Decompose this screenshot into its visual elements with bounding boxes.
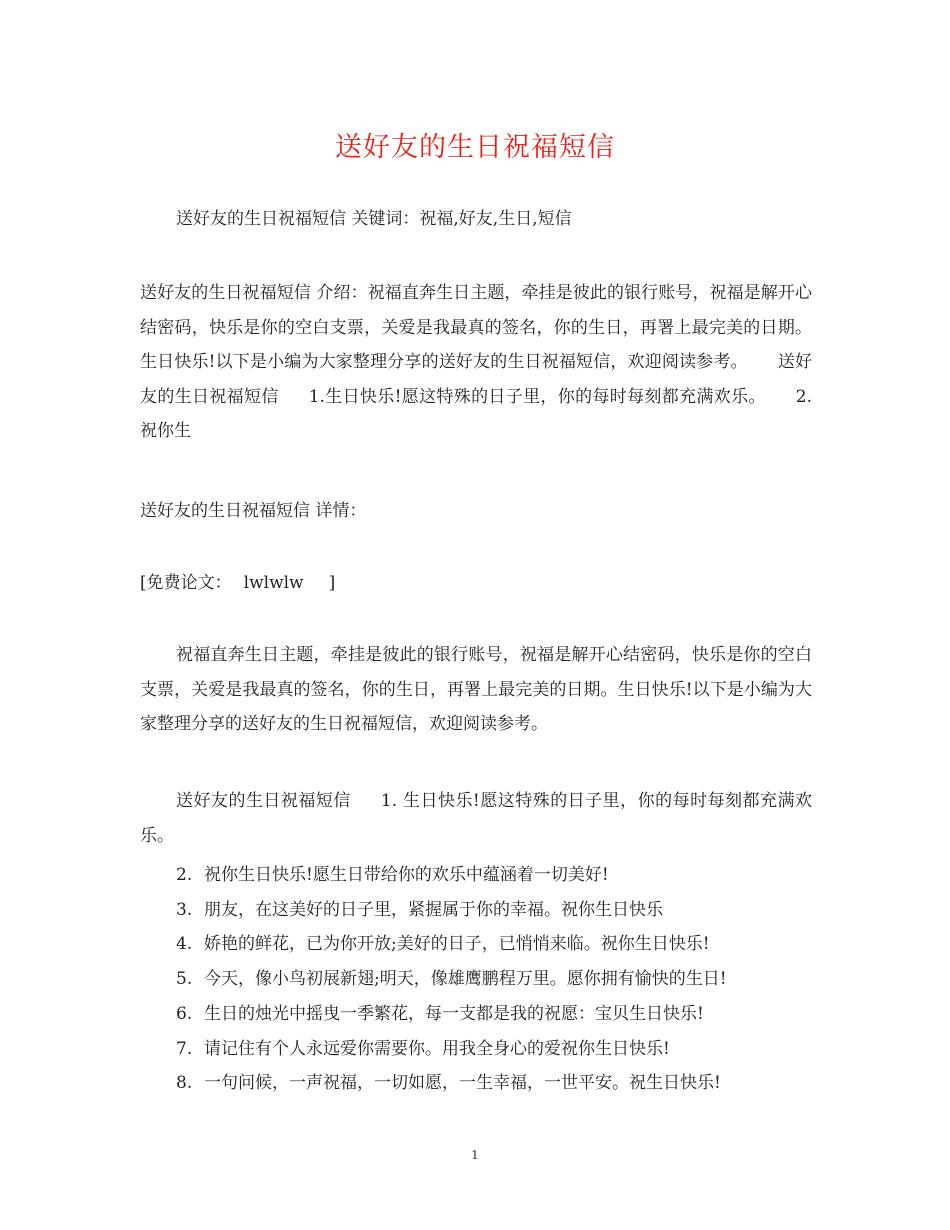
free-paper-line: [140, 566, 812, 601]
list-item: [176, 1066, 816, 1100]
keywords-text: 送好友的生日祝福短信 关键词：祝福,好友,生日,短信: [176, 209, 572, 229]
list-item-text: 请记住有个人永远爱你需要你。用我全身心的爱祝你生日快乐!: [204, 1038, 670, 1059]
list-item-text: 朋友，在这美好的日子里，紧握属于你的幸福。祝你生日快乐: [204, 899, 663, 920]
list-item: [176, 927, 816, 961]
list-item-number: 8.: [176, 1073, 193, 1094]
list-item-number: 5.: [176, 969, 193, 990]
list-item: [176, 858, 816, 892]
list-item-1: 1. 生日快乐!愿这特殊的日子里，你的每时每刻都充满欢乐。: [140, 791, 812, 846]
list-item-number: 4.: [176, 934, 193, 955]
body-text: 祝福直奔生日主题，牵挂是彼此的银行账号，祝福是解开心结密码，快乐是你的空白支票，关爱是我最真的签名，你的生日，再署上最完美的日期。生日快乐!以下是小编为大家整理分享的送好友的生日祝福短信，欢迎阅读参考。: [140, 645, 812, 734]
list-item-number: 2.: [176, 865, 193, 885]
list-item-text: 今天，像小鸟初展新翅;明天，像雄鹰鹏程万里。愿你拥有愉快的生日!: [204, 969, 727, 990]
document-title: 送好友的生日祝福短信: [335, 132, 615, 163]
list-item: [176, 997, 816, 1031]
list-item-text: 祝你生日快乐!愿生日带给你的欢乐中蕴涵着一切美好!: [204, 865, 609, 885]
intro-heading: 送好友的生日祝福短信: [140, 352, 812, 407]
body-paragraph: [140, 638, 812, 742]
list-heading: 送好友的生日祝福短信: [176, 791, 351, 811]
free-paper-link[interactable]: lwlwlw: [243, 573, 304, 593]
details-text: 送好友的生日祝福短信 详情：: [140, 501, 367, 521]
list-item-text: 一句问候，一声祝福，一切如愿，一生幸福，一世平安。祝生日快乐!: [204, 1073, 721, 1094]
list-item-number: 6.: [176, 1003, 193, 1024]
intro-text: 送好友的生日祝福短信 介绍：祝福直奔生日主题，牵挂是彼此的银行账号，祝福是解开心结密码，快乐是你的空白支票，关爱是我最真的签名，你的生日，再署上最完美的日期。生日快乐!以下是小编为大家整理分享的送好友的生日祝福短信，欢迎阅读参考。: [140, 283, 812, 372]
free-paper-prefix: [免费论文：: [140, 573, 232, 593]
intro-item-1: 1.生日快乐!愿这特殊的日子里，你的每时每刻都充满欢乐。: [308, 386, 766, 407]
list-intro-paragraph: [140, 784, 812, 853]
list-item-number: 3.: [176, 899, 193, 920]
list-item: [176, 893, 816, 927]
list-item-text: 生日的烛光中摇曳一季繁花，每一支都是我的祝愿：宝贝生日快乐!: [204, 1003, 704, 1024]
list-item: [176, 1032, 816, 1066]
list-item-number: 7.: [176, 1038, 193, 1059]
page-number: 1: [471, 1148, 479, 1162]
intro-paragraph: [140, 276, 812, 449]
intro-item-2: 2.祝你生: [140, 386, 813, 441]
free-paper-suffix: ]: [328, 573, 336, 593]
list-item-text: 娇艳的鲜花，已为你开放;美好的日子，已悄悄来临。祝你生日快乐!: [204, 934, 710, 955]
keywords-line: [140, 202, 812, 237]
details-label: [140, 494, 812, 529]
list-item: [176, 962, 816, 996]
